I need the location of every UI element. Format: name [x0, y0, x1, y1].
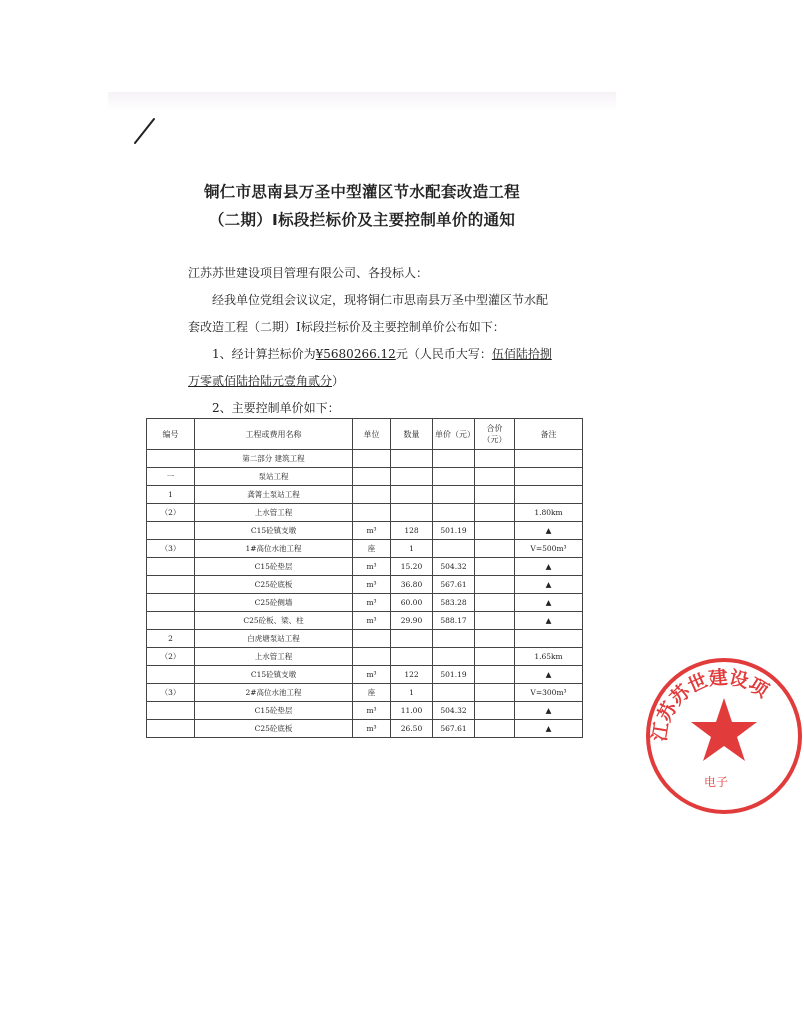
cell-no: [147, 522, 195, 540]
cell-qty: 128: [391, 522, 433, 540]
cell-price: [433, 504, 475, 522]
cell-remark: ▲: [515, 702, 583, 720]
amount-upper-part2: 万零贰佰陆拾陆元壹角贰分: [188, 374, 333, 388]
table-row: [147, 486, 583, 504]
header-total: 合价（元）: [475, 419, 515, 450]
cell-price: 588.17: [433, 612, 475, 630]
item1-prefix: 1、经计算拦标价为: [212, 347, 316, 361]
cell-no: （2）: [147, 504, 195, 522]
cell-remark: ▲: [515, 612, 583, 630]
table-row: [147, 468, 583, 486]
cell-price: [433, 468, 475, 486]
cell-name: C25砼侧墙: [195, 594, 353, 612]
cell-unit: m³: [353, 666, 391, 684]
cell-remark: [515, 450, 583, 468]
cell-total: [475, 720, 515, 738]
cell-name: 龚箐土泵站工程: [195, 486, 353, 504]
cell-remark: ▲: [515, 666, 583, 684]
item1-line2: [188, 372, 344, 389]
pen-stroke-mark: [132, 116, 158, 146]
cell-total: [475, 648, 515, 666]
cell-price: [433, 684, 475, 702]
cell-name: 上水管工程: [195, 648, 353, 666]
cell-remark: V=300m³: [515, 684, 583, 702]
cell-name: C15砼垫层: [195, 702, 353, 720]
cell-no: [147, 576, 195, 594]
cell-unit: m³: [353, 522, 391, 540]
cell-remark: [515, 630, 583, 648]
cell-remark: [515, 486, 583, 504]
cell-qty: 15.20: [391, 558, 433, 576]
cell-total: [475, 684, 515, 702]
cell-price: [433, 540, 475, 558]
cell-qty: [391, 468, 433, 486]
cell-unit: [353, 648, 391, 666]
cell-unit: m³: [353, 576, 391, 594]
cell-qty: 11.00: [391, 702, 433, 720]
seal-subtext: 电子: [704, 775, 729, 789]
table-row: [147, 594, 583, 612]
cell-total: [475, 594, 515, 612]
cell-no: （3）: [147, 540, 195, 558]
cell-name: C15砼镇支墩: [195, 666, 353, 684]
table-row: [147, 612, 583, 630]
cell-qty: [391, 504, 433, 522]
addressee: 江苏苏世建设项目管理有限公司、各投标人：: [188, 266, 429, 280]
cell-qty: 26.50: [391, 720, 433, 738]
cell-remark: [515, 468, 583, 486]
cell-name: C25砼板、梁、柱: [195, 612, 353, 630]
cell-total: [475, 522, 515, 540]
cell-total: [475, 576, 515, 594]
cell-unit: m³: [353, 702, 391, 720]
cell-no: [147, 450, 195, 468]
cell-total: [475, 612, 515, 630]
cell-qty: 1: [391, 684, 433, 702]
amount-upper-part1: 伍佰陆拾捌: [491, 347, 552, 361]
cell-name: C15砼镇支墩: [195, 522, 353, 540]
cell-unit: 座: [353, 540, 391, 558]
cell-name: C25砼底板: [195, 720, 353, 738]
header-unit: 单位: [353, 419, 391, 450]
cell-total: [475, 630, 515, 648]
cell-price: 567.61: [433, 576, 475, 594]
table-row: [147, 450, 583, 468]
seal-text: 江苏苏世建设项: [648, 666, 773, 743]
cell-price: [433, 486, 475, 504]
cell-total: [475, 558, 515, 576]
cell-unit: 座: [353, 684, 391, 702]
cell-no: （3）: [147, 684, 195, 702]
cell-no: 2: [147, 630, 195, 648]
item1-suffix: ）: [332, 374, 345, 388]
cell-qty: 122: [391, 666, 433, 684]
cell-qty: [391, 648, 433, 666]
cell-unit: m³: [353, 612, 391, 630]
table-header-row: [147, 419, 583, 450]
header-no: 编号: [147, 419, 195, 450]
cell-price: 504.32: [433, 558, 475, 576]
cell-qty: [391, 450, 433, 468]
bid-ceiling-amount: ¥5680266.12: [315, 347, 396, 361]
cell-remark: ▲: [515, 558, 583, 576]
cell-remark: 1.80km: [515, 504, 583, 522]
cell-unit: [353, 468, 391, 486]
cell-remark: V=500m³: [515, 540, 583, 558]
cell-price: 501.19: [433, 666, 475, 684]
cell-unit: [353, 630, 391, 648]
table-row: [147, 702, 583, 720]
header-name: 工程或费用名称: [195, 419, 353, 450]
cell-no: 一: [147, 468, 195, 486]
cell-qty: [391, 630, 433, 648]
cell-total: [475, 504, 515, 522]
cell-name: 2#高位水池工程: [195, 684, 353, 702]
cell-total: [475, 702, 515, 720]
table-row: [147, 630, 583, 648]
cell-price: 583.28: [433, 594, 475, 612]
document-title-line1: 铜仁市思南县万圣中型灌区节水配套改造工程: [203, 183, 520, 201]
cell-price: [433, 450, 475, 468]
table-row: [147, 522, 583, 540]
table-row: [147, 558, 583, 576]
paragraph1-line1: 经我单位党组会议议定，现将铜仁市思南县万圣中型灌区节水配: [212, 293, 549, 307]
cell-no: [147, 558, 195, 576]
header-remark: 备注: [515, 419, 583, 450]
company-seal-stamp: [644, 656, 804, 816]
cell-remark: ▲: [515, 594, 583, 612]
cell-name: C25砼底板: [195, 576, 353, 594]
cell-no: [147, 666, 195, 684]
cell-qty: [391, 486, 433, 504]
cell-qty: 1: [391, 540, 433, 558]
cell-total: [475, 450, 515, 468]
table-row: [147, 648, 583, 666]
cell-name: 第二部分 建筑工程: [195, 450, 353, 468]
cell-name: 泵站工程: [195, 468, 353, 486]
table-row: [147, 684, 583, 702]
cell-price: 567.61: [433, 720, 475, 738]
item1-mid: 元（人民币大写：: [395, 347, 492, 361]
table-row: [147, 540, 583, 558]
cell-no: （2）: [147, 648, 195, 666]
cell-total: [475, 468, 515, 486]
cell-total: [475, 666, 515, 684]
cell-remark: ▲: [515, 720, 583, 738]
cell-no: 1: [147, 486, 195, 504]
cell-unit: [353, 504, 391, 522]
cell-price: 504.32: [433, 702, 475, 720]
table-row: [147, 504, 583, 522]
table-row: [147, 576, 583, 594]
cell-unit: m³: [353, 558, 391, 576]
cell-name: 白虎塘泵站工程: [195, 630, 353, 648]
cell-unit: [353, 486, 391, 504]
item2-line: 2、主要控制单价如下：: [212, 401, 340, 415]
header-qty: 数量: [391, 419, 433, 450]
cell-unit: m³: [353, 720, 391, 738]
cell-no: [147, 702, 195, 720]
paper-top-shade: [108, 92, 616, 110]
cell-qty: 60.00: [391, 594, 433, 612]
cell-price: 501.19: [433, 522, 475, 540]
cell-remark: ▲: [515, 576, 583, 594]
item1-line1: [212, 345, 552, 362]
table-row: [147, 666, 583, 684]
cell-qty: 29.90: [391, 612, 433, 630]
cell-qty: 36.80: [391, 576, 433, 594]
cell-price: [433, 630, 475, 648]
table-row: [147, 720, 583, 738]
cell-price: [433, 648, 475, 666]
cell-unit: m³: [353, 594, 391, 612]
cell-name: C15砼垫层: [195, 558, 353, 576]
cell-no: [147, 720, 195, 738]
cell-unit: [353, 450, 391, 468]
cell-total: [475, 540, 515, 558]
paragraph1-line2: 套改造工程（二期）Ⅰ标段拦标价及主要控制单价公布如下：: [188, 320, 505, 334]
cell-remark: ▲: [515, 522, 583, 540]
document-title-line2: （二期）Ⅰ标段拦标价及主要控制单价的通知: [208, 211, 516, 229]
cell-no: [147, 612, 195, 630]
cell-no: [147, 594, 195, 612]
header-price: 单价（元）: [433, 419, 475, 450]
cell-remark: 1.65km: [515, 648, 583, 666]
cell-total: [475, 486, 515, 504]
control-price-table: [146, 418, 583, 738]
cell-name: 上水管工程: [195, 504, 353, 522]
cell-name: 1#高位水池工程: [195, 540, 353, 558]
